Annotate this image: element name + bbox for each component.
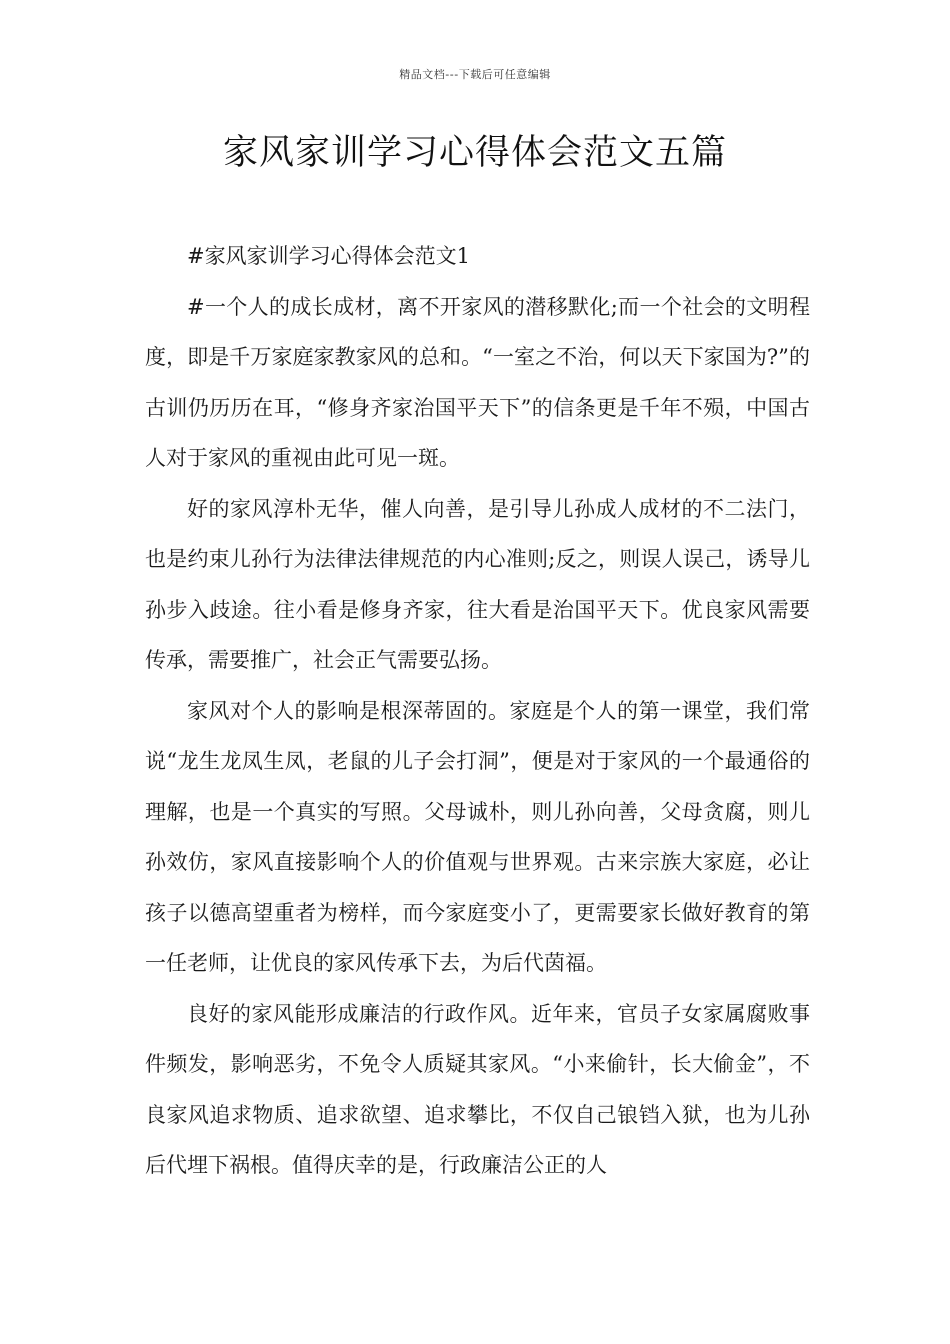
document-body (145, 231, 810, 1191)
document-title: 家风家训学习心得体会范文五篇 (222, 133, 727, 173)
paragraph: 好的家风淳朴无华，催人向善，是引导儿孙成人成材的不二法门，也是约束儿孙行为法律法律规范的内心准则;反之，则误人误己，诱导儿孙步入歧途。往小看是修身齐家，往大看是治国平天下。优良家风需要传承，需要推广，社会正气需要弘扬。 (145, 496, 810, 672)
section-heading: #家风家训学习心得体会范文1 (187, 244, 470, 268)
document-header-note: 精品文档---下载后可任意编辑 (399, 68, 551, 81)
paragraph: #一个人的成长成材，离不开家风的潜移默化;而一个社会的文明程度，即是千万家庭家教家风的总和。“一室之不治，何以天下家国为?”的古训仍历历在耳，“修身齐家治国平天下”的信条更是千年不殒，中国古人对于家风的重视由此可见一斑。 (145, 294, 810, 470)
paragraph: 家风对个人的影响是根深蒂固的。家庭是个人的第一课堂，我们常说“龙生龙凤生凤，老鼠的儿子会打洞”，便是对于家风的一个最通俗的理解，也是一个真实的写照。父母诚朴，则儿孙向善，父母贪腐，则儿孙效仿，家风直接影响个人的价值观与世界观。古来宗族大家庭，必让孩子以德高望重者为榜样，而今家庭变小了，更需要家长做好教育的第一任老师，让优良的家风传承下去，为后代茵福。 (145, 698, 810, 975)
paragraph: 良好的家风能形成廉洁的行政作风。近年来，官员子女家属腐败事件频发，影响恶劣，不免令人质疑其家风。“小来偷针，长大偷金”，不良家风追求物质、追求欲望、追求攀比，不仅自己锒铛入狱，也为儿孙后代埋下祸根。值得庆幸的是，行政廉洁公正的人 (145, 1001, 810, 1177)
